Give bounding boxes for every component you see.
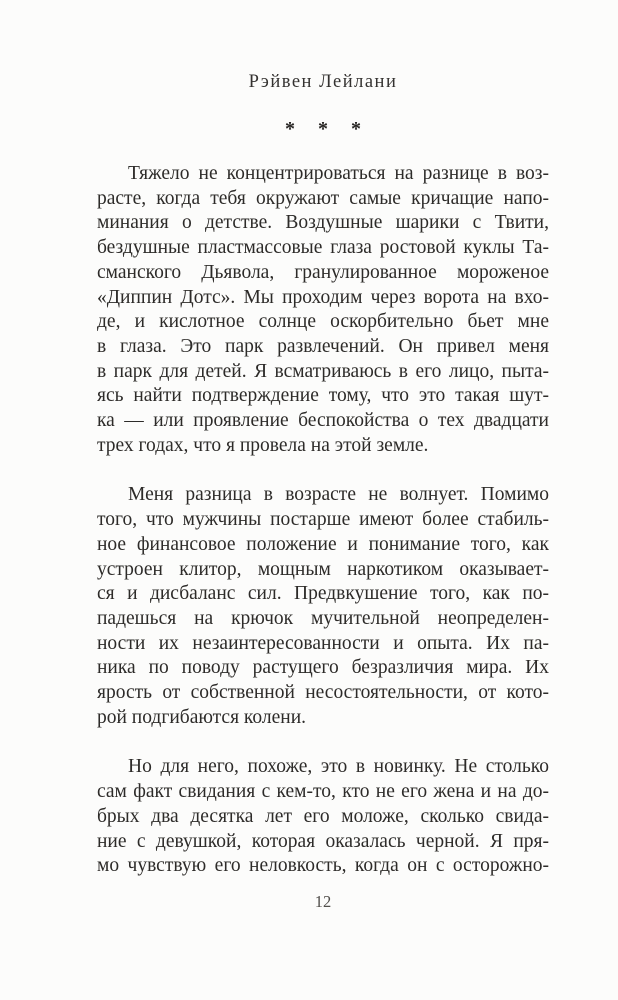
page-number: 12 — [314, 892, 332, 911]
text-line: рой подгибаются колени. — [97, 706, 307, 728]
text-line: того, что мужчины постарше имеют более стабиль- — [97, 509, 549, 531]
text-line: брых два десятка лет его моложе, сколько свида- — [97, 805, 549, 827]
text-line: минания о детстве. Воздушные шарики с Твити, — [97, 212, 549, 234]
text-line: мо чувствую его неловкость, когда он с осторожно- — [97, 855, 549, 877]
text-line: ясь найти подтверждение тому, что это такая шут- — [97, 385, 549, 407]
text-line: бездушные пластмассовые глаза ростовой куклы Та- — [97, 237, 549, 259]
text-line: падешься на крючок мучительной неопределен- — [97, 607, 549, 629]
text-line: ности их незаинтересованности и опыта. Их па- — [97, 632, 549, 654]
text-line: Но для него, похоже, это в новинку. Не столько — [128, 756, 549, 778]
text-line: ка — или проявление беспокойства о тех двадцати — [97, 410, 549, 432]
text-line: сам факт свидания с кем-то, кто не его жена и на до- — [97, 781, 549, 803]
running-header: Рэйвен Лейлани — [248, 72, 398, 92]
text-line: «Диппин Дотс». Мы проходим через ворота на вхо- — [97, 286, 549, 308]
text-line: сманского Дьявола, гранулированное мороженое — [97, 261, 549, 283]
text-line: ние с девушкой, которая оказалась черной. Я пря- — [97, 830, 549, 852]
text-line: расте, когда тебя окружают самые кричащие напо- — [97, 187, 549, 209]
text-line: ное финансовое положение и понимание того, как — [97, 533, 549, 555]
text-line: Тяжело не концентрироваться на разнице в воз- — [128, 163, 549, 184]
text-line: устроен клитор, мощным наркотиком оказывает- — [97, 558, 549, 580]
body-text — [97, 162, 549, 879]
text-line: де, и кислотное солнце оскорбительно бьет мне — [97, 311, 549, 333]
text-line: трех годах, что я провела на этой земле. — [97, 434, 429, 456]
paragraph — [97, 483, 549, 730]
paragraph — [97, 755, 549, 879]
text-line: ника по поводу растущего безразличия мира. Их — [97, 657, 549, 679]
section-separator: * * * — [285, 118, 370, 140]
text-line: ся и дисбаланс сил. Предвкушение того, как по- — [97, 583, 549, 605]
text-line: в глаза. Это парк развлечений. Он привел меня — [97, 335, 549, 357]
text-line: в парк для детей. Я всматриваюсь в его лицо, пыта- — [97, 360, 549, 382]
text-line: ярость от собственной несостоятельности, от кото- — [97, 682, 549, 704]
paragraph — [97, 162, 549, 458]
text-line: Меня разница в возрасте не волнует. Помимо — [128, 484, 549, 506]
